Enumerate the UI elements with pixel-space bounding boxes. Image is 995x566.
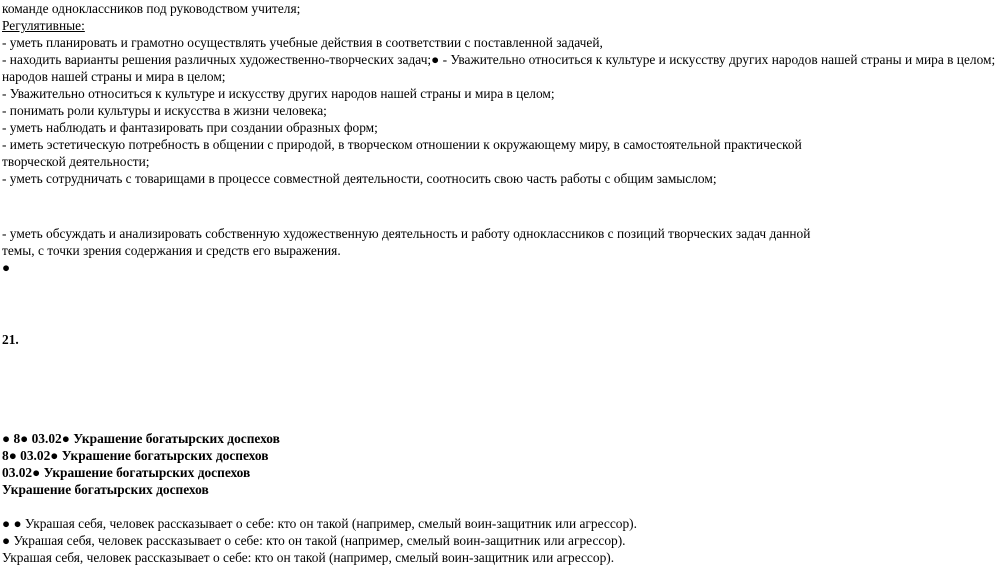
body-text: Украшая себя, человек рассказывает о себе: кто он такой (например, смелый воин-защитник или агрессор).	[13, 533, 626, 548]
intro-line: команде одноклассников под руководством учителя;	[2, 1, 301, 16]
section-number: 21.	[2, 332, 19, 347]
list-item: - уметь наблюдать и фантазировать при создании образных форм;	[2, 120, 378, 135]
bullet-icon: ●	[2, 516, 11, 531]
bullet-icon: ●	[431, 52, 440, 67]
lesson-title: Украшение богатырских доспехов	[73, 431, 280, 446]
lesson-heading-3	[2, 464, 814, 481]
body-line-2	[2, 532, 814, 549]
lesson-heading-1	[2, 430, 814, 447]
bullet-icon: ●	[32, 465, 41, 480]
lesson-heading-2	[2, 447, 814, 464]
lesson-heading-4: Украшение богатырских доспехов	[2, 482, 209, 497]
bullet-icon: ●	[2, 260, 11, 275]
lesson-code: 03.02	[20, 448, 51, 463]
lesson-code: 03.02	[2, 465, 33, 480]
list-item-text: - находить варианты решения различных художественно-творческих задач;	[2, 52, 432, 67]
lesson-num: 8	[13, 431, 21, 446]
list-item: - уметь сотрудничать с товарищами в процессе совместной деятельности, соотносить свою часть работы с общим замыслом;	[2, 171, 717, 186]
list-item-text: - Уважительно относиться к культуре и искусству других народов нашей страны и мира в целом;	[442, 52, 995, 67]
list-item: - уметь планировать и грамотно осуществлять учебные действия в соответствии с поставленной задачей,	[2, 35, 603, 50]
body-line-1	[2, 515, 814, 532]
lesson-code: 03.02	[31, 431, 62, 446]
bullet-icon: ●	[61, 431, 70, 446]
body-text: Украшая себя, человек рассказывает о себе: кто он такой (например, смелый воин-защитник или агрессор).	[24, 516, 637, 531]
list-item-continuation: народов нашей страны и мира в целом;	[2, 69, 226, 84]
bullet-icon: ●	[13, 516, 22, 531]
lesson-title: Украшение богатырских доспехов	[61, 448, 269, 463]
discussion-paragraph: - уметь обсуждать и анализировать собственную художественную деятельность и работу одноклассников с позиций творческих задач данной темы, с точки зрения содержания и средств его выражения.	[2, 226, 811, 258]
bullet-icon: ●	[2, 533, 11, 548]
list-item: - Уважительно относиться к культуре и искусству других народов нашей страны и мира в целом;	[2, 86, 555, 101]
list-item: - иметь эстетическую потребность в общении с природой, в творческом отношении к окружающему миру, в самостоятельной практической творческой деятельности;	[2, 137, 802, 169]
lesson-title: Украшение богатырских доспехов	[43, 465, 251, 480]
lesson-num: 8	[2, 448, 9, 463]
bullet-icon: ●	[20, 431, 29, 446]
bullet-icon: ●	[50, 448, 59, 463]
regulative-heading: Регулятивные:	[2, 18, 85, 33]
list-item	[2, 51, 995, 68]
list-item: - понимать роли культуры и искусства в жизни человека;	[2, 103, 327, 118]
bullet-icon: ●	[8, 448, 17, 463]
bullet-icon: ●	[2, 431, 11, 446]
body-line-3: Украшая себя, человек рассказывает о себе: кто он такой (например, смелый воин-защитник или агрессор).	[2, 550, 615, 565]
